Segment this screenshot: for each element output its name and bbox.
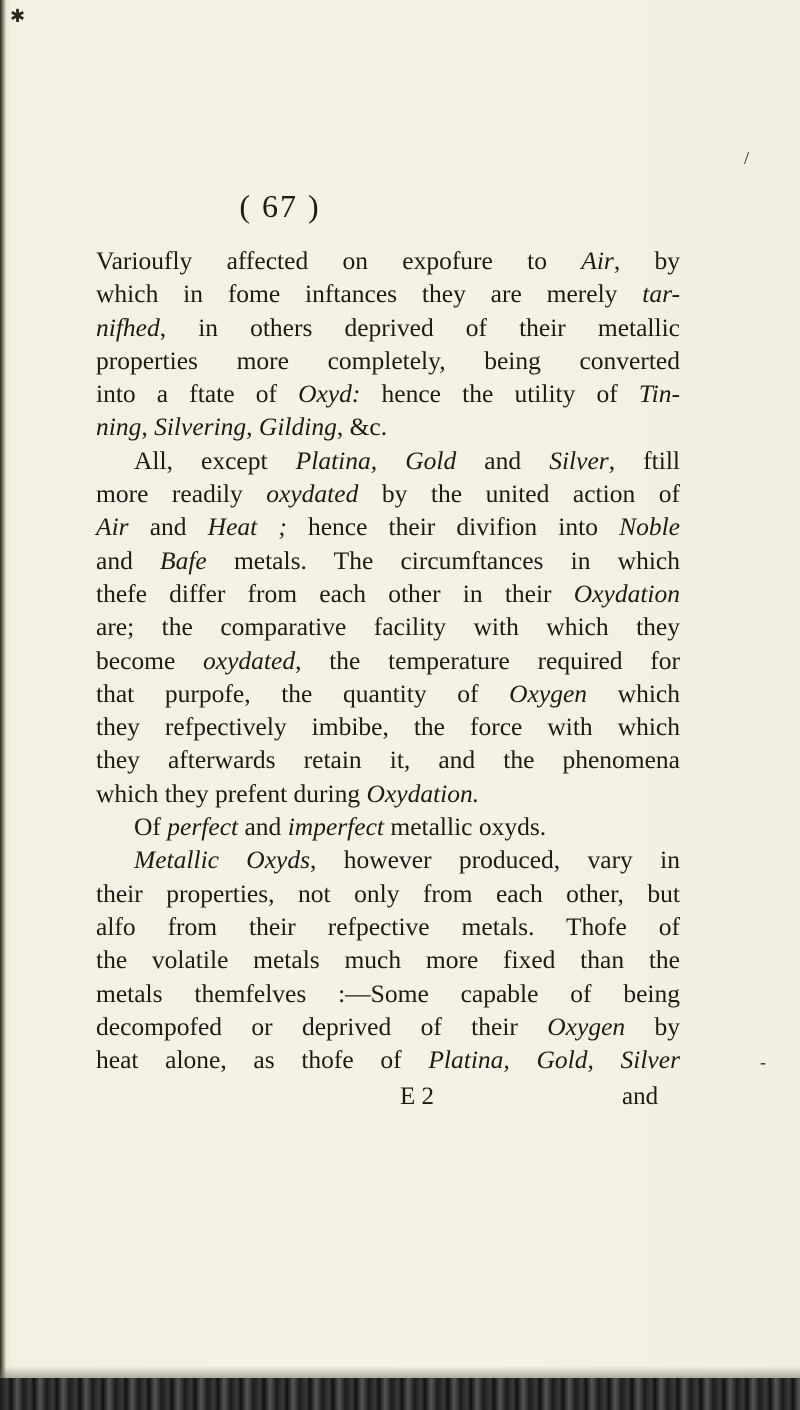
text-line-21: alfo from their refpective metals. Thofe of — [96, 911, 680, 941]
text-line-20: their properties, not only from each other, but — [96, 878, 680, 908]
margin-tick-mark: / — [744, 148, 750, 168]
text-line-8: more readily oxydated by the united action of — [96, 479, 680, 509]
text-line-3: nifhed, in others deprived of their metallic — [96, 312, 680, 342]
text-line-13: become oxydated, the temperature required for — [96, 645, 680, 675]
scan-shadow — [0, 1366, 800, 1378]
signature-mark: E 2 — [400, 1083, 435, 1110]
text-line-12: are; the comparative facility with which they — [96, 612, 680, 642]
text-line-9: Air and Heat ; hence their divifion into Noble — [96, 512, 680, 542]
text-line-24: decompofed or deprived of their Oxygen by — [96, 1011, 680, 1041]
margin-dash-mark: - — [760, 1052, 766, 1072]
text-line-25: heat alone, as thofe of Platina, Gold, Silver — [96, 1045, 680, 1075]
text-line-14: that purpofe, the quantity of Oxygen which — [96, 678, 680, 708]
scan-border-strip — [0, 1378, 800, 1410]
text-line-22: the volatile metals much more fixed than the — [96, 945, 680, 975]
text-line-16: they afterwards retain it, and the phenomena — [96, 745, 680, 775]
ink-blot-mark: ✱ — [10, 6, 26, 26]
body-text — [96, 244, 680, 1076]
text-line-7: All, except Platina, Gold and Silver, ftill — [134, 445, 680, 475]
text-line-15: they refpectively imbibe, the force with which — [96, 712, 680, 742]
text-line-6: ning, Silvering, Gilding, &c. — [96, 412, 388, 442]
text-line-19: Metallic Oxyds, however produced, vary in — [134, 845, 680, 875]
text-line-1: Varioufly affected on expofure to Air, by — [96, 246, 680, 275]
text-line-17: which they prefent during Oxydation. — [96, 778, 480, 808]
catchword: and — [622, 1083, 659, 1110]
text-line-5: into a ftate of Oxyd: hence the utility of Tin- — [96, 379, 680, 409]
text-line-11: thefe differ from each other in their Oxydation — [96, 578, 680, 608]
text-line-10: and Bafe metals. The circumftances in which — [96, 545, 680, 575]
text-line-18: Of perfect and imperfect metallic oxyds. — [134, 812, 547, 842]
text-line-2: which in fome inftances they are merely tar- — [96, 279, 680, 309]
page-footer — [0, 1083, 800, 1117]
text-line-23: metals themfelves :—Some capable of being — [96, 978, 680, 1008]
text-line-4: properties more completely, being converted — [96, 345, 680, 375]
page-number-header: ( 67 ) — [239, 188, 321, 224]
